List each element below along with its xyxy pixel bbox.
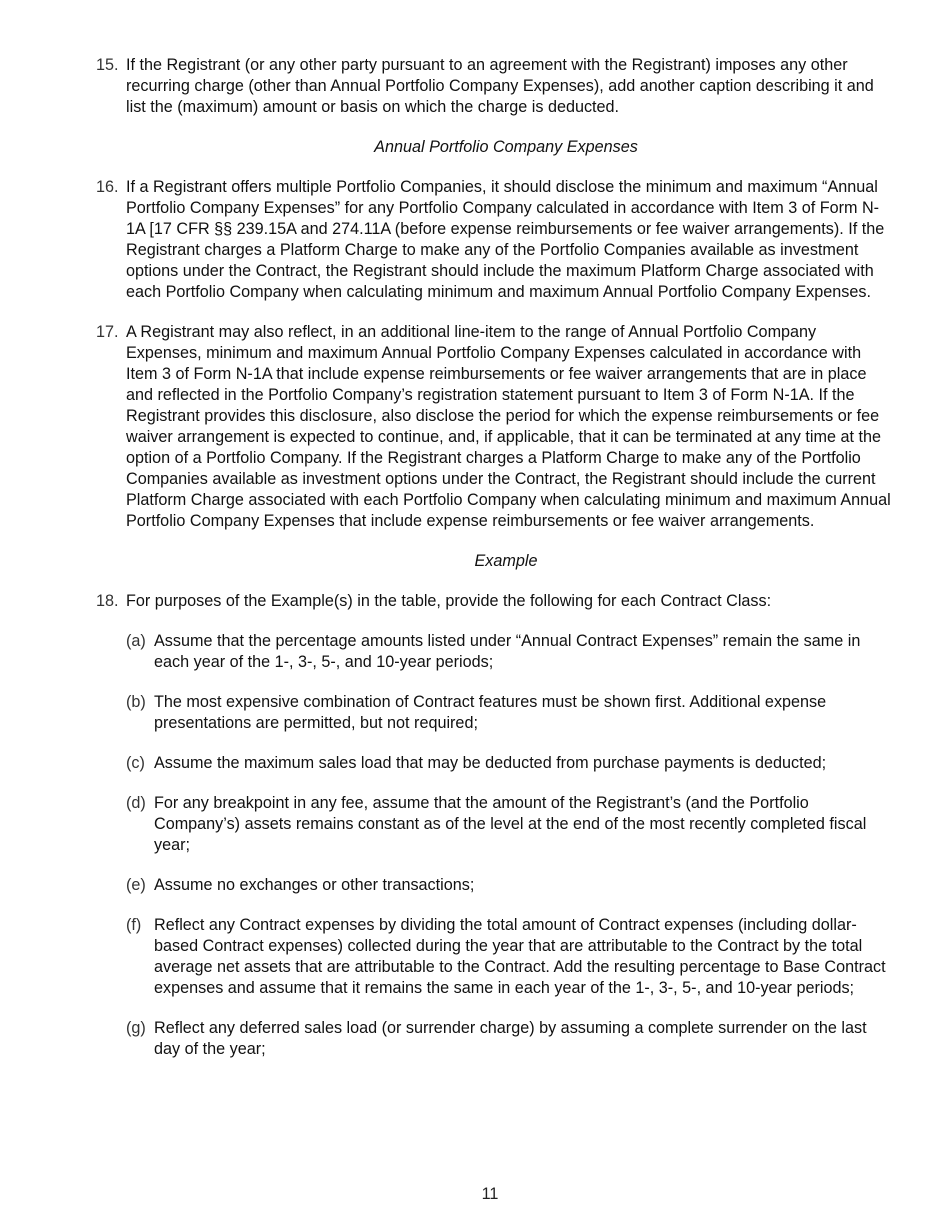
sub-item-text: For any breakpoint in any fee, assume that the amount of the Registrant’s (and the Portfolio Company’s) assets remains constant as of the level at the end of the most recently completed fiscal year; [154, 794, 867, 854]
sub-item-e [126, 875, 896, 896]
numbered-paragraph-15 [96, 55, 896, 118]
paragraph-text: For purposes of the Example(s) in the table, provide the following for each Contract Class: [126, 592, 772, 610]
sub-item-text: Assume no exchanges or other transactions; [154, 876, 475, 894]
sub-item-text: The most expensive combination of Contract features must be shown first. Additional expense presentations are permitted, but not required; [154, 693, 827, 732]
paragraph-number: 15. [96, 56, 119, 74]
sub-item-f [126, 915, 896, 999]
page-number: 11 [481, 1185, 499, 1203]
sub-item-letter: (g) [126, 1019, 146, 1037]
sub-item-g [126, 1018, 896, 1060]
sub-item-letter: (d) [126, 794, 146, 812]
sub-item-d [126, 793, 896, 856]
paragraph-number: 18. [96, 592, 119, 610]
sub-item-letter: (c) [126, 754, 145, 772]
sub-item-letter: (f) [126, 916, 142, 934]
section-caption-example: Example [474, 552, 538, 570]
sub-item-letter: (b) [126, 693, 146, 711]
paragraph-number: 16. [96, 178, 119, 196]
paragraph-text: If the Registrant (or any other party pursuant to an agreement with the Registrant) imposes any other recurring charge (other than Annual Portfolio Company Expenses), add another caption describing it and list the (maximum) amount or basis on which the charge is deducted. [126, 56, 874, 116]
paragraph-text: If a Registrant offers multiple Portfolio Companies, it should disclose the minimum and maximum “Annual Portfolio Company Expenses” for any Portfolio Company calculated in accordance with Item 3 of Form N-1A [17 CFR §§ 239.15A and 274.11A (before expense reimbursements or fee waiver arrangements). If the Registrant charges a Platform Charge to make any of the Portfolio Companies available as investment options under the Contract, the Registrant should include the maximum Platform Charge associated with each Portfolio Company when calculating minimum and maximum Annual Portfolio Company Expenses. [126, 178, 885, 301]
section-caption-annual-expenses: Annual Portfolio Company Expenses [374, 138, 638, 156]
numbered-paragraph-16 [96, 177, 896, 303]
document-body [96, 55, 896, 1079]
paragraph-text: A Registrant may also reflect, in an additional line-item to the range of Annual Portfolio Company Expenses, minimum and maximum Annual Portfolio Company Expenses calculated in accordance with Item 3 of Form N-1A that include expense reimbursements or fee waiver arrangements that are in place and reflected in the Portfolio Company’s registration statement pursuant to Item 3 of Form N-1A. If the Registrant provides this disclosure, also disclose the period for which the expense reimbursements or fee waiver arrangement is expected to continue, and, if applicable, that it can be terminated at any time at the option of a Portfolio Company. If the Registrant charges a Platform Charge to make any of the Portfolio Companies available as investment options under the Contract, the Registrant should include the current Platform Charge associated with each Portfolio Company when calculating minimum and maximum Annual Portfolio Company Expenses that include expense reimbursements or fee waiver arrangements. [126, 323, 891, 530]
numbered-paragraph-18 [96, 591, 896, 612]
numbered-paragraph-17 [96, 322, 896, 532]
sub-item-text: Assume that the percentage amounts listed under “Annual Contract Expenses” remain the same in each year of the 1-, 3-, 5-, and 10-year periods; [154, 632, 861, 671]
paragraph-number: 17. [96, 323, 119, 341]
sub-item-text: Reflect any Contract expenses by dividing the total amount of Contract expenses (including dollar-based Contract expenses) collected during the year that are attributable to the Contract by the total average net assets that are attributable to the Contract. Add the resulting percentage to Base Contract expenses and assume that it remains the same in each year of the 1-, 3-, 5-, and 10-year periods; [154, 916, 886, 997]
sub-item-text: Reflect any deferred sales load (or surrender charge) by assuming a complete surrender on the last day of the year; [154, 1019, 867, 1058]
sub-item-text: Assume the maximum sales load that may be deducted from purchase payments is deducted; [154, 754, 827, 772]
sub-item-b [126, 692, 896, 734]
sub-item-letter: (a) [126, 632, 146, 650]
sub-item-letter: (e) [126, 876, 146, 894]
sub-item-a [126, 631, 896, 673]
sub-item-c [126, 753, 896, 774]
